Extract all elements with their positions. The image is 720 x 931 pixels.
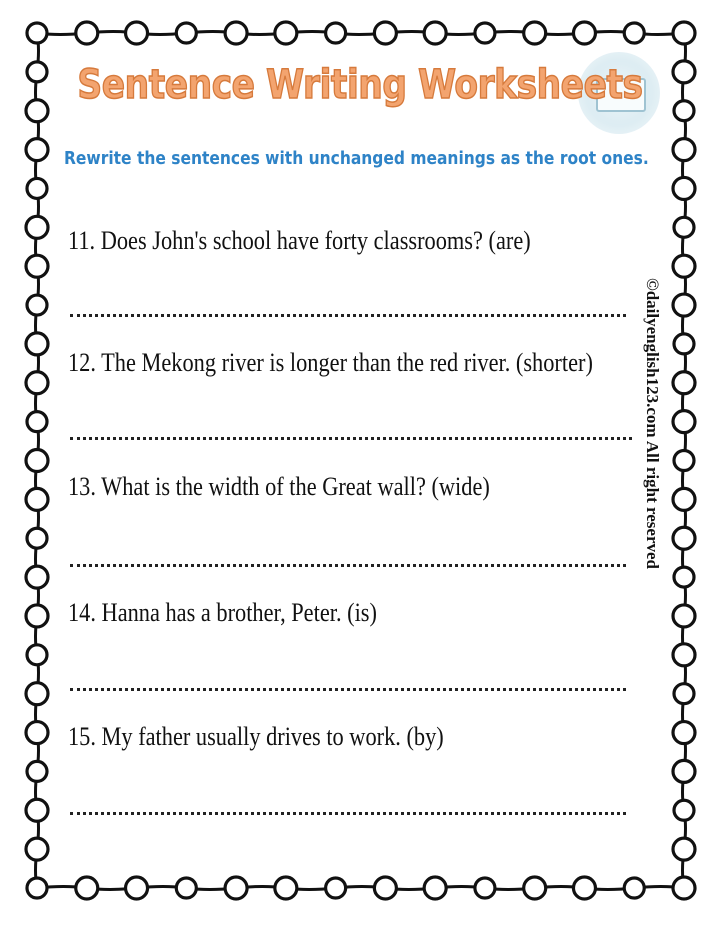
border-circle-icon <box>26 838 48 860</box>
border-circle-icon <box>673 411 695 433</box>
border-circle-icon <box>673 61 695 83</box>
border-circle-icon <box>674 684 694 704</box>
border-circle-icon <box>176 23 196 43</box>
border-circle-icon <box>673 294 695 316</box>
border-circle-icon <box>673 722 695 744</box>
border-circle-icon <box>27 295 47 315</box>
question-13: 13. What is the width of the Great wall? (wide) <box>68 472 490 501</box>
border-circle-icon <box>26 566 48 588</box>
border-circle-icon <box>26 799 48 821</box>
border-circle-icon <box>225 22 247 44</box>
worksheet-title: Sentence Writing Worksheets <box>77 62 643 108</box>
border-circle-icon <box>674 334 694 354</box>
question-11: 11. Does John's school have forty classrooms? (are) <box>68 226 531 255</box>
border-circle-icon <box>673 177 695 199</box>
border-circle-icon <box>673 372 695 394</box>
answer-line-13[interactable] <box>70 564 626 567</box>
border-circle-icon <box>27 412 47 432</box>
answer-line-14[interactable] <box>70 688 626 691</box>
border-circle-icon <box>326 878 346 898</box>
border-circle-icon <box>673 877 695 899</box>
border-circle-icon <box>673 527 695 549</box>
border-circle-icon <box>374 877 396 899</box>
border-circle-icon <box>424 22 446 44</box>
border-circle-icon <box>673 488 695 510</box>
border-circle-icon <box>26 255 48 277</box>
border-circle-icon <box>27 178 47 198</box>
border-circle-icon <box>76 877 98 899</box>
border-circle-icon <box>524 877 546 899</box>
border-circle-icon <box>673 22 695 44</box>
border-circle-icon <box>26 333 48 355</box>
answer-line-12[interactable] <box>70 437 632 440</box>
question-12: 12. The Mekong river is longer than the red river. (shorter) <box>68 348 593 377</box>
border-circle-icon <box>76 22 98 44</box>
border-circle-icon <box>374 22 396 44</box>
border-circle-icon <box>27 761 47 781</box>
border-circle-icon <box>126 877 148 899</box>
border-circle-icon <box>27 528 47 548</box>
border-circle-icon <box>26 683 48 705</box>
border-circle-icon <box>27 878 47 898</box>
border-circle-icon <box>573 22 595 44</box>
border-circle-icon <box>26 605 48 627</box>
border-circle-icon <box>26 216 48 238</box>
border-circle-icon <box>674 101 694 121</box>
border-circle-icon <box>673 838 695 860</box>
border-circle-icon <box>674 800 694 820</box>
border-circle-icon <box>26 450 48 472</box>
border-circle-icon <box>26 722 48 744</box>
border-circle-icon <box>26 372 48 394</box>
border-circle-icon <box>126 22 148 44</box>
border-circle-icon <box>326 23 346 43</box>
border-circle-icon <box>275 877 297 899</box>
border-circle-icon <box>26 488 48 510</box>
border-circle-icon <box>674 217 694 237</box>
copyright-watermark: ©dailyenglish123.com All right reserved <box>643 278 662 569</box>
border-circle-icon <box>27 645 47 665</box>
border-circle-icon <box>673 139 695 161</box>
border-circle-icon <box>27 62 47 82</box>
border-circle-icon <box>673 605 695 627</box>
border-circle-icon <box>176 878 196 898</box>
border-circle-icon <box>674 567 694 587</box>
border-circle-icon <box>624 878 644 898</box>
question-14: 14. Hanna has a brother, Peter. (is) <box>68 598 377 627</box>
border-circle-icon <box>673 644 695 666</box>
border-circle-icon <box>673 760 695 782</box>
border-circle-icon <box>674 451 694 471</box>
border-circle-icon <box>27 23 47 43</box>
border-circle-icon <box>275 22 297 44</box>
border-circle-icon <box>225 877 247 899</box>
border-circle-icon <box>524 22 546 44</box>
border-circle-icon <box>624 23 644 43</box>
instruction-text: Rewrite the sentences with unchanged meanings as the root ones. <box>64 148 649 169</box>
border-circle-icon <box>673 255 695 277</box>
question-15: 15. My father usually drives to work. (by) <box>68 722 444 751</box>
border-circle-icon <box>26 100 48 122</box>
border-circle-icon <box>424 877 446 899</box>
answer-line-11[interactable] <box>70 314 626 317</box>
border-circle-icon <box>475 23 495 43</box>
answer-line-15[interactable] <box>70 812 626 815</box>
border-circle-icon <box>26 139 48 161</box>
border-circle-icon <box>573 877 595 899</box>
border-circle-icon <box>475 878 495 898</box>
